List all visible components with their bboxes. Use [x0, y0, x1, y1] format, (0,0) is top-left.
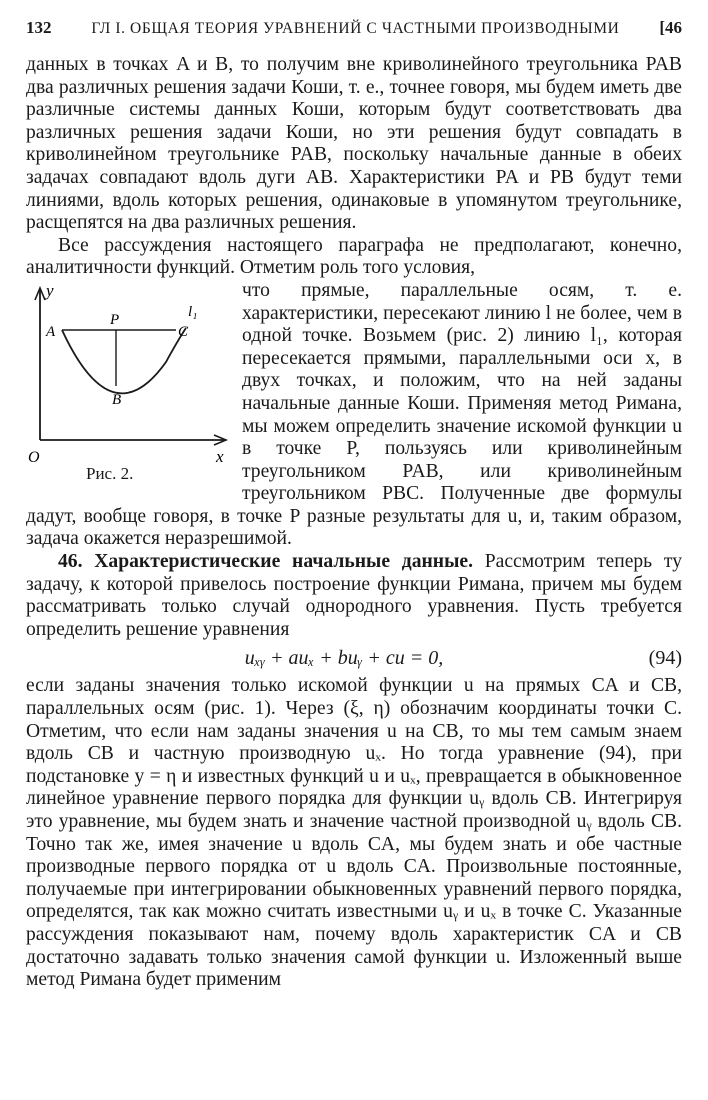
page-header	[26, 18, 682, 54]
paragraph-2-wrap: что прямые, параллельные осям, т. е. характеристики, пересекают линию l не более, чем в одной точке. Возьмем (рис. 2) линию l₁, которая пересекается прямыми, параллельными оси x, в двух точках, и положим, что на ней заданы начальные данные Коши. Применяя метод Римана, мы можем определить значение искомой функции u в точке P, пользуясь или криволинейным треугольником PAB, или криволинейным треугольником PBC. Полученные две формулы дадут, вообще говоря, в точке P разные результаты для u, и, таким образом, задача окажется неразрешимой.	[26, 279, 682, 550]
label-c: C	[178, 323, 189, 340]
section-title: Характеристические начальные данные.	[94, 551, 473, 573]
running-title: ГЛ I. ОБЩАЯ ТЕОРИЯ УРАВНЕНИЙ С ЧАСТНЫМИ ПРОИЗВОДНЫМИ	[91, 20, 620, 37]
section-marker: [46	[659, 18, 682, 37]
figure-2	[26, 280, 238, 502]
paragraph-1: данных в точках A и B, то получим вне криволинейного треугольника PAB два различных решения задачи Коши, т. е., точнее говоря, мы будем иметь две различные системы данных Коши, которым будут соответствовать два различных решения задачи Коши, но эти решения будут совпадать в криволинейном треугольнике PAB, поскольку начальные данные в обеих задачах совпадают вдоль дуги AB. Характеристики PA и PB будут теми линиями, вдоль которых решения, одинаковые в упомянутом треугольнике, расщепятся на два различных решения.	[26, 54, 682, 234]
label-b: B	[112, 391, 122, 408]
equation-formula: uₓᵧ + auₓ + buᵧ + cu = 0,	[244, 646, 444, 669]
equation-number: (94)	[648, 646, 682, 669]
page-number: 132	[26, 18, 52, 37]
label-l1: l₁	[188, 303, 198, 320]
curve-l1	[62, 328, 186, 393]
label-origin: O	[28, 448, 40, 466]
label-y: y	[46, 280, 54, 300]
figure-caption: Рис. 2.	[86, 463, 134, 483]
section-46-text: Рассмотрим теперь ту задачу, к которой привелось построение функции Римана, причем мы будем рассматривать только случай однородного уравнения. Пусть требуется определить решение уравнения	[26, 551, 682, 640]
label-p: P	[110, 311, 120, 328]
label-x: x	[216, 446, 224, 466]
label-a: A	[46, 323, 56, 340]
paragraph-2-start: Все рассуждения настоящего параграфа не предполагают, конечно, аналитичности функций. Отметим роль того условия,	[26, 234, 682, 279]
equation-94	[26, 641, 682, 675]
section-number: 46.	[58, 551, 83, 573]
book-page	[26, 18, 682, 992]
section-46-paragraph	[26, 551, 682, 641]
paragraph-3: если заданы значения только искомой функции u на прямых CA и CB, параллельных осям (рис. 1). Через (ξ, η) обозначим координаты точки C. Отметим, что если нам заданы значения u на CB, то мы тем самым знаем вдоль CB и частную производную uₓ. Но тогда уравнение (94), при подстановке y = η и известных функций u и uₓ, превращается в обыкновенное линейное уравнение первого порядка для функции uᵧ вдоль CB. Интегрируя это уравнение, мы будем знать и значение частной производной uᵧ вдоль CB. Точно так же, имея значение u вдоль CA, мы будем знать и обе частные производные первого порядка от u вдоль CA. Произвольные постоянные, получаемые при интегрировании обыкновенных уравнений первого порядка, определятся, так как можно считать известными uᵧ и uₓ в точке C. Указанные рассуждения показывают нам, почему вдоль характеристик CA и CB достаточно задавать только значения самой функции u. Изложенный выше метод Римана будет применим	[26, 675, 682, 991]
